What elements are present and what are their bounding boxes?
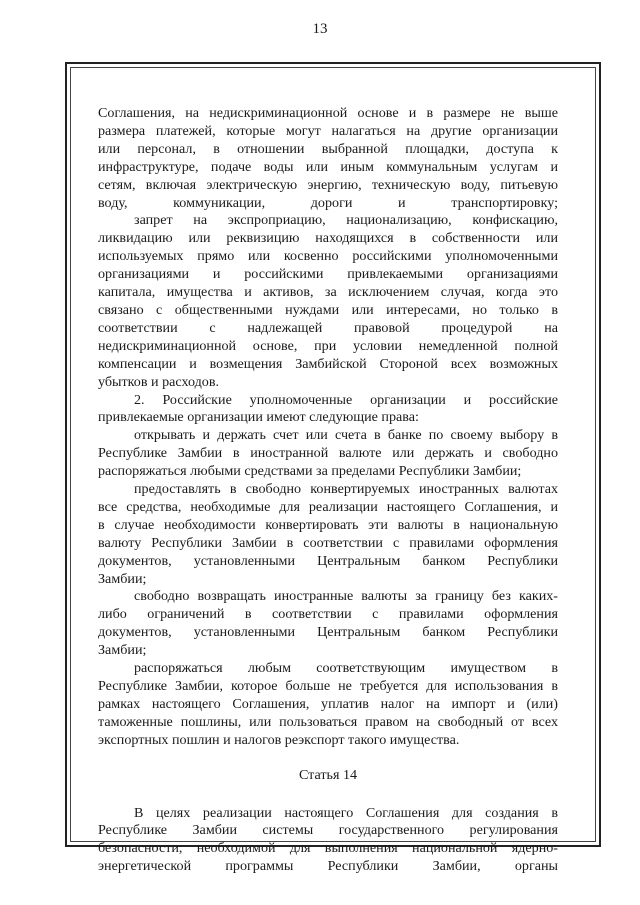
paragraph: [98, 427, 558, 481]
text-line: воду, коммуникации, дороги и транспортировку;: [98, 194, 558, 211]
document-body: [98, 105, 558, 876]
text-line: размера платежей, которые могут налагаться на другие организации: [98, 122, 558, 139]
text-line: сетям, включая электрическую энергию, техническую воду, питьевую: [98, 176, 558, 193]
text-line: предоставлять в свободно конвертируемых иностранных валютах: [134, 481, 558, 498]
text-line: энергетической программы Республики Замбии, органы: [98, 858, 558, 875]
text-line: Республике Замбии, которое больше не требуется для использования в: [98, 678, 558, 694]
page-number: 13: [312, 21, 328, 37]
text-line: рамках настоящего Соглашения, уплатив налог на импорт и (или): [98, 695, 558, 712]
text-line: безопасности, необходимой для выполнения национальной ядерно-: [98, 840, 558, 857]
paragraph: [98, 660, 558, 750]
text-line: организациями и российскими привлекаемыми организациями: [98, 266, 558, 283]
text-line: в случае необходимости конвертировать эти валюты в национальную: [98, 516, 558, 533]
text-line: Республике Замбии в иностранной валюте или держать и свободно: [98, 445, 558, 462]
text-line: компенсации и возмещения Замбийской Стороной всех возможных: [98, 355, 558, 372]
paragraph: [98, 212, 558, 391]
text-line: экспортных пошлин и налогов реэкспорт такого имущества.: [98, 731, 460, 748]
text-line: ликвидацию или реквизицию находящихся в собственности или: [98, 230, 558, 247]
text-line: Замбии;: [98, 642, 147, 659]
text-line: Соглашения, на недискриминационной основе и в размере не выше: [98, 105, 558, 121]
text-line: Замбии;: [98, 570, 147, 587]
text-line: 2. Российские уполномоченные организации и российские: [134, 391, 558, 408]
text-line: документов, установленными Центральным банком Республики: [98, 624, 558, 641]
text-line: запрет на экспроприацию, национализацию, конфискацию,: [134, 212, 558, 229]
paragraph: [98, 105, 558, 212]
article-heading: Статья 14: [298, 766, 358, 783]
paragraph: [98, 481, 558, 588]
text-line: используемых прямо или косвенно российскими уполномоченными: [98, 248, 558, 265]
text-line: открывать и держать счет или счета в банке по своему выбору в: [134, 427, 558, 444]
text-line: привлекаемые организации имеют следующие права:: [98, 409, 419, 426]
text-line: таможенные пошлины, или пользоваться правом на свободный от всех: [98, 713, 558, 730]
text-line: убытков и расходов.: [98, 373, 220, 390]
text-line: документов, установленными Центральным банком Республики: [98, 552, 558, 569]
text-line: В целях реализации настоящего Соглашения для создания в: [134, 804, 558, 821]
text-line: или персонал, в отношении выбранной площадки, доступа к: [98, 140, 558, 157]
paragraph: [98, 588, 558, 660]
text-line: распоряжаться любым соответствующим имуществом в: [134, 660, 558, 677]
text-line: недискриминационной основе, при условии немедленной полной: [98, 337, 558, 354]
text-line: валюту Республики Замбии в соответствии с правилами оформления: [98, 534, 558, 551]
text-line: все средства, необходимые для реализации настоящего Соглашения, и: [98, 498, 558, 515]
text-line: свободно возвращать иностранные валюты за границу без каких-: [134, 588, 558, 605]
paragraph: [98, 805, 558, 877]
text-line: инфраструктуре, подаче воды или иным коммунальным услугам и: [98, 158, 558, 175]
text-line: капитала, имущества и активов, за исключением случая, когда это: [98, 284, 558, 301]
text-line: связано с общественными нуждами или интересами, но только в: [98, 301, 558, 318]
text-line: либо ограничений в соответствии с правилами оформления: [98, 606, 558, 623]
paragraph: [98, 392, 558, 428]
text-line: соответствии с надлежащей правовой процедурой на: [98, 319, 558, 336]
text-line: распоряжаться любыми средствами за пределами Республики Замбии;: [98, 463, 522, 480]
text-line: Республике Замбии системы государственного регулирования: [98, 822, 558, 839]
